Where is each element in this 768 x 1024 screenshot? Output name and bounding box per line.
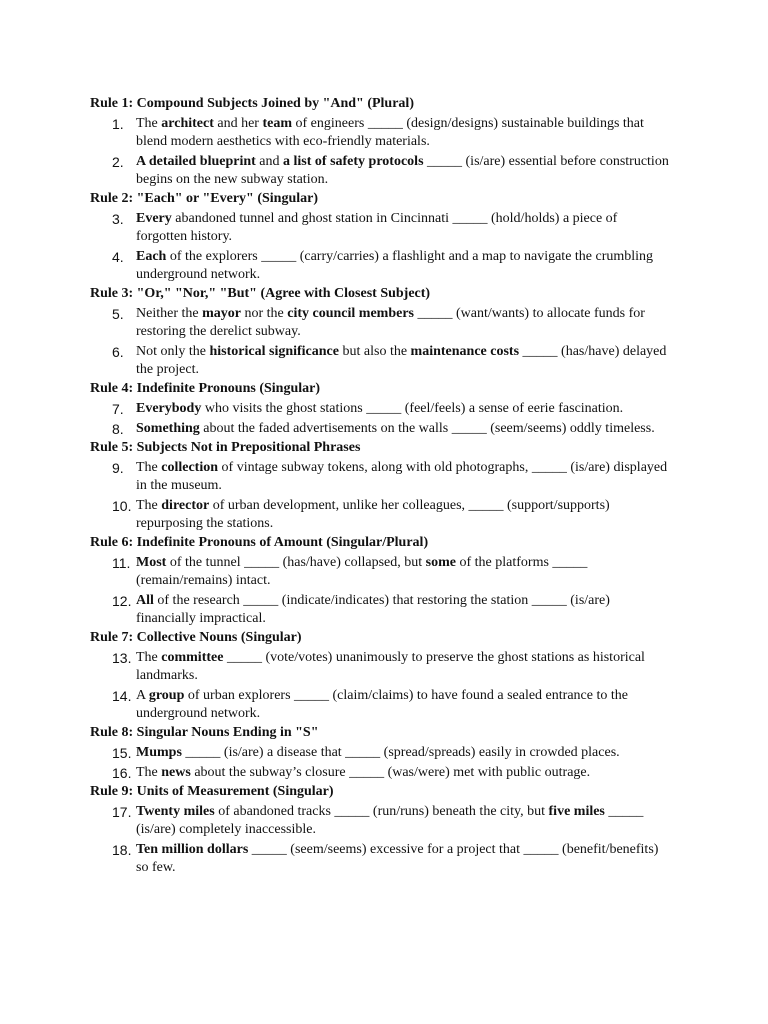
sentence-text: The: [136, 765, 162, 780]
item-text: [136, 744, 671, 762]
exercise-item: [90, 764, 690, 782]
item-text: [136, 343, 671, 379]
rule-heading: Rule 7: Collective Nouns (Singular): [90, 630, 302, 645]
exercise-item: [90, 592, 690, 628]
exercise-item: [90, 115, 690, 151]
bold-subject: five miles: [548, 804, 605, 819]
bold-subject: collection: [161, 460, 219, 475]
bold-subject: Twenty miles: [136, 804, 215, 819]
exercise-list: [90, 803, 690, 877]
sentence-text: of the explorers _____ (carry/carries) a flashlight and a map to navigate the crumbling underground network.: [136, 249, 654, 282]
item-text: [136, 764, 671, 782]
sentence-text: Not only the: [136, 344, 210, 359]
item-number: 8.: [112, 421, 124, 437]
rule-heading: Rule 2: "Each" or "Every" (Singular): [90, 191, 318, 206]
exercise-item: [90, 305, 690, 341]
item-text: [136, 400, 671, 418]
item-text: [136, 803, 671, 839]
sentence-text: of urban development, unlike her colleagues, _____ (support/supports) repurposing the stations.: [136, 498, 610, 531]
rule-heading: Rule 8: Singular Nouns Ending in "S": [90, 725, 319, 740]
bold-subject: historical significance: [209, 344, 339, 359]
item-number: 17.: [112, 804, 132, 820]
rule-heading: Rule 4: Indefinite Pronouns (Singular): [90, 381, 320, 396]
exercise-list: [90, 210, 690, 284]
exercise-list: [90, 459, 690, 533]
rule-section: [90, 440, 690, 533]
sentence-text: about the subway’s closure _____ (was/were) met with public outrage.: [190, 765, 591, 780]
sentence-text: _____ (vote/votes) unanimously to preserve the ghost stations as historical landmarks.: [136, 650, 645, 683]
sentence-text: about the faded advertisements on the walls _____ (seem/seems) oddly timeless.: [199, 421, 655, 436]
sentence-text: of the platforms _____ (remain/remains) intact.: [136, 555, 588, 588]
item-text: [136, 305, 671, 341]
exercise-list: [90, 554, 690, 628]
item-number: 15.: [112, 745, 132, 761]
rule-heading: Rule 5: Subjects Not in Prepositional Phrases: [90, 440, 361, 455]
bold-subject: A detailed blueprint: [136, 154, 256, 169]
item-number: 4.: [112, 249, 124, 265]
exercise-list: [90, 744, 690, 782]
rule-section: [90, 286, 690, 379]
sentence-text: Neither the: [136, 306, 203, 321]
item-number: 16.: [112, 765, 132, 781]
exercise-item: [90, 210, 690, 246]
bold-subject: director: [161, 498, 210, 513]
sentence-text: _____ (is/are) a disease that _____ (spread/spreads) easily in crowded places.: [181, 745, 620, 760]
rule-heading: Rule 6: Indefinite Pronouns of Amount (Singular/Plural): [90, 535, 429, 550]
sentence-text: of vintage subway tokens, along with old photographs, _____ (is/are) displayed in the museum.: [136, 460, 668, 493]
rule-section: [90, 784, 690, 877]
bold-subject: All: [136, 593, 154, 608]
item-number: 6.: [112, 344, 124, 360]
rule-section: [90, 96, 690, 189]
sentence-text: of abandoned tracks _____ (run/runs) beneath the city, but: [214, 804, 549, 819]
exercise-item: [90, 420, 690, 438]
bold-subject: Every: [136, 211, 172, 226]
sentence-text: _____ (is/are) essential before construction begins on the new subway station.: [136, 154, 669, 187]
exercise-list: [90, 305, 690, 379]
item-text: [136, 649, 671, 685]
bold-subject: maintenance costs: [410, 344, 520, 359]
item-text: [136, 497, 671, 533]
item-text: [136, 248, 671, 284]
sentence-text: The: [136, 116, 162, 131]
sentence-text: of the tunnel _____ (has/have) collapsed, but: [166, 555, 426, 570]
item-number: 7.: [112, 401, 124, 417]
bold-subject: some: [425, 555, 456, 570]
rule-section: [90, 191, 690, 284]
item-number: 18.: [112, 842, 132, 858]
item-text: [136, 592, 671, 628]
rule-section: [90, 630, 690, 723]
item-number: 11.: [112, 555, 131, 571]
item-number: 9.: [112, 460, 124, 476]
rule-heading: Rule 1: Compound Subjects Joined by "And" (Plural): [90, 96, 414, 111]
rule-section: [90, 725, 690, 782]
rule-heading: Rule 3: "Or," "Nor," "But" (Agree with Closest Subject): [90, 286, 431, 301]
bold-subject: Everybody: [136, 401, 202, 416]
exercise-item: [90, 687, 690, 723]
exercise-item: [90, 744, 690, 762]
item-text: [136, 420, 671, 438]
item-text: [136, 210, 671, 246]
item-number: 14.: [112, 688, 132, 704]
sentence-text: The: [136, 650, 162, 665]
item-number: 13.: [112, 650, 132, 666]
sentence-text: _____ (has/have) delayed the project.: [136, 344, 667, 377]
sentence-text: and her: [213, 116, 263, 131]
bold-subject: Most: [136, 555, 167, 570]
bold-subject: news: [161, 765, 191, 780]
bold-subject: a list of safety protocols: [283, 154, 424, 169]
item-number: 10.: [112, 498, 132, 514]
sentence-text: but also the: [339, 344, 411, 359]
bold-subject: architect: [161, 116, 214, 131]
sentence-text: who visits the ghost stations _____ (feel/feels) a sense of eerie fascination.: [201, 401, 624, 416]
item-text: [136, 115, 671, 151]
item-number: 3.: [112, 211, 124, 227]
bold-subject: city council members: [287, 306, 414, 321]
exercise-item: [90, 248, 690, 284]
exercise-list: [90, 115, 690, 189]
item-text: [136, 554, 671, 590]
exercise-item: [90, 497, 690, 533]
sentence-text: A: [136, 688, 149, 703]
sentence-text: _____ (seem/seems) excessive for a project that _____ (benefit/benefits) so few.: [136, 842, 659, 875]
exercise-item: [90, 649, 690, 685]
sentence-text: nor the: [240, 306, 288, 321]
exercise-item: [90, 554, 690, 590]
sentence-text: _____ (is/are) completely inaccessible.: [136, 804, 644, 837]
bold-subject: Something: [136, 421, 200, 436]
exercise-item: [90, 841, 690, 877]
item-number: 5.: [112, 306, 124, 322]
item-number: 12.: [112, 593, 132, 609]
sentence-text: The: [136, 460, 162, 475]
sentence-text: and: [255, 154, 284, 169]
bold-subject: team: [262, 116, 293, 131]
exercise-item: [90, 803, 690, 839]
sentence-text: of the research _____ (indicate/indicates) that restoring the station _____ (is/are) financially impractical.: [136, 593, 610, 626]
bold-subject: mayor: [202, 306, 241, 321]
exercise-list: [90, 400, 690, 438]
item-text: [136, 687, 671, 723]
rule-heading: Rule 9: Units of Measurement (Singular): [90, 784, 334, 799]
sentence-text: of urban explorers _____ (claim/claims) to have found a sealed entrance to the underground network.: [136, 688, 628, 721]
item-text: [136, 459, 671, 495]
item-number: 2.: [112, 154, 124, 170]
worksheet: [90, 96, 690, 879]
bold-subject: committee: [161, 650, 224, 665]
exercise-item: [90, 459, 690, 495]
exercise-item: [90, 153, 690, 189]
sentence-text: abandoned tunnel and ghost station in Cincinnati _____ (hold/holds) a piece of forgotten history.: [136, 211, 618, 244]
item-text: [136, 153, 671, 189]
sentence-text: _____ (want/wants) to allocate funds for restoring the derelict subway.: [136, 306, 645, 339]
exercise-item: [90, 343, 690, 379]
item-text: [136, 841, 671, 877]
bold-subject: Ten million dollars: [136, 842, 249, 857]
rule-section: [90, 381, 690, 438]
bold-subject: group: [148, 688, 185, 703]
item-number: 1.: [112, 116, 124, 132]
exercise-item: [90, 400, 690, 418]
bold-subject: Mumps: [136, 745, 182, 760]
sentence-text: of engineers _____ (design/designs) sustainable buildings that blend modern aesthetics with eco-friendly materials.: [136, 116, 644, 149]
sentence-text: The: [136, 498, 162, 513]
bold-subject: Each: [136, 249, 167, 264]
rule-section: [90, 535, 690, 628]
exercise-list: [90, 649, 690, 723]
